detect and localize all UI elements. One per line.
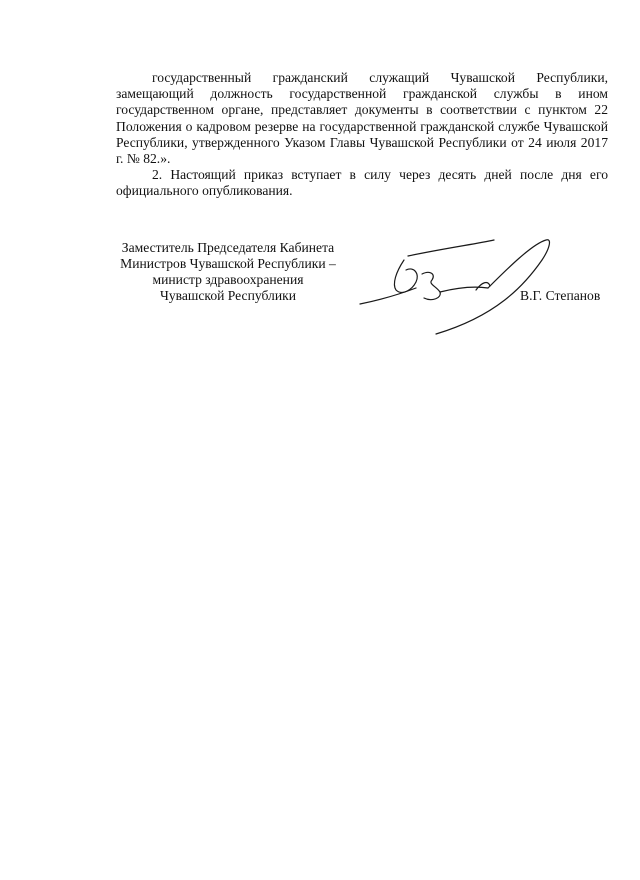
- position-line-2: Министров Чувашской Республики –: [120, 256, 336, 271]
- position-line-1: Заместитель Председателя Кабинета: [121, 240, 335, 255]
- paragraph-effective-date: 2. Настоящий приказ вступает в силу через десять дней после дня его официального опубликования.: [116, 167, 608, 199]
- position-line-4: Чувашской Республики: [160, 288, 296, 303]
- paragraph-continuation: государственный гражданский служащий Чувашской Республики, замещающий должность государственной гражданской службы в ином государственном органе, представляет документы в соответствии с пунктом 22 Положения о кадровом резерве на государственной гражданской службе Чувашской Республики, утвержденного Указом Главы Чувашской Республики от 24 июля 2017 г. № 82.».: [116, 70, 608, 167]
- signatory-position: [116, 240, 340, 304]
- handwritten-signature: [356, 230, 556, 340]
- position-line-3: министр здравоохранения: [152, 272, 304, 287]
- document-body: [116, 70, 608, 200]
- signer-name: В.Г. Степанов: [520, 288, 601, 303]
